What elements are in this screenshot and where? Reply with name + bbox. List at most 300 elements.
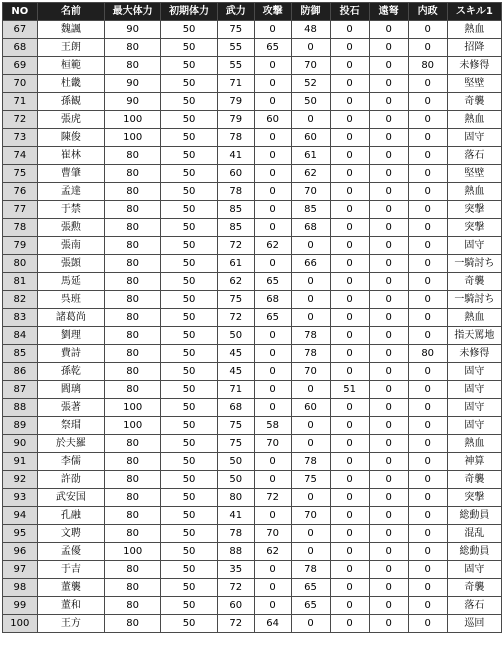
cell-no: 97 (3, 561, 38, 579)
cell-init-hp: 50 (161, 435, 217, 453)
cell-name: 董襲 (37, 579, 104, 597)
cell-politics: 0 (408, 615, 447, 633)
cell-skill1: 招降 (447, 39, 501, 57)
cell-init-hp: 50 (161, 237, 217, 255)
cell-force: 75 (217, 435, 254, 453)
cell-defense: 0 (291, 525, 330, 543)
cell-max-hp: 80 (104, 219, 160, 237)
cell-max-hp: 100 (104, 543, 160, 561)
cell-no: 93 (3, 489, 38, 507)
cell-crossbow: 0 (369, 453, 408, 471)
cell-politics: 0 (408, 381, 447, 399)
cell-max-hp: 80 (104, 255, 160, 273)
cell-stone: 0 (330, 345, 369, 363)
cell-name: 張南 (37, 237, 104, 255)
cell-init-hp: 50 (161, 579, 217, 597)
cell-name: 曹肇 (37, 165, 104, 183)
cell-no: 70 (3, 75, 38, 93)
cell-politics: 0 (408, 111, 447, 129)
cell-force: 45 (217, 345, 254, 363)
cell-politics: 0 (408, 183, 447, 201)
cell-name: 馬延 (37, 273, 104, 291)
cell-skill1: 総動員 (447, 507, 501, 525)
header-name: 名前 (37, 3, 104, 21)
cell-stone: 0 (330, 129, 369, 147)
cell-max-hp: 80 (104, 525, 160, 543)
table-row (3, 525, 502, 543)
cell-attack: 64 (254, 615, 291, 633)
cell-no: 83 (3, 309, 38, 327)
cell-politics: 0 (408, 453, 447, 471)
table-row (3, 57, 502, 75)
cell-defense: 78 (291, 327, 330, 345)
cell-force: 80 (217, 489, 254, 507)
cell-name: 許劭 (37, 471, 104, 489)
cell-init-hp: 50 (161, 21, 217, 39)
cell-stone: 0 (330, 309, 369, 327)
cell-politics: 0 (408, 237, 447, 255)
table-row (3, 291, 502, 309)
cell-politics: 0 (408, 561, 447, 579)
cell-defense: 78 (291, 453, 330, 471)
cell-init-hp: 50 (161, 93, 217, 111)
cell-init-hp: 50 (161, 507, 217, 525)
cell-politics: 0 (408, 129, 447, 147)
cell-attack: 0 (254, 93, 291, 111)
cell-force: 72 (217, 579, 254, 597)
cell-attack: 0 (254, 147, 291, 165)
cell-defense: 50 (291, 93, 330, 111)
cell-init-hp: 50 (161, 309, 217, 327)
cell-max-hp: 90 (104, 93, 160, 111)
cell-attack: 65 (254, 309, 291, 327)
cell-crossbow: 0 (369, 291, 408, 309)
cell-max-hp: 80 (104, 471, 160, 489)
cell-politics: 0 (408, 435, 447, 453)
table-row (3, 363, 502, 381)
cell-max-hp: 100 (104, 417, 160, 435)
cell-max-hp: 80 (104, 615, 160, 633)
cell-politics: 0 (408, 579, 447, 597)
cell-name: 祭瑁 (37, 417, 104, 435)
cell-skill1: 総動員 (447, 543, 501, 561)
cell-defense: 70 (291, 183, 330, 201)
cell-skill1: 奇襲 (447, 579, 501, 597)
cell-attack: 0 (254, 255, 291, 273)
cell-no: 81 (3, 273, 38, 291)
cell-name: 劉理 (37, 327, 104, 345)
cell-crossbow: 0 (369, 543, 408, 561)
table-row (3, 111, 502, 129)
cell-defense: 60 (291, 129, 330, 147)
cell-skill1: 熱血 (447, 309, 501, 327)
cell-politics: 0 (408, 255, 447, 273)
cell-politics: 0 (408, 399, 447, 417)
table-row (3, 597, 502, 615)
cell-defense: 0 (291, 111, 330, 129)
cell-attack: 70 (254, 435, 291, 453)
cell-max-hp: 80 (104, 309, 160, 327)
table-row (3, 273, 502, 291)
cell-skill1: 堅壁 (447, 75, 501, 93)
cell-skill1: 固守 (447, 381, 501, 399)
cell-skill1: 未修得 (447, 345, 501, 363)
cell-crossbow: 0 (369, 219, 408, 237)
cell-stone: 0 (330, 201, 369, 219)
cell-no: 94 (3, 507, 38, 525)
cell-crossbow: 0 (369, 237, 408, 255)
cell-attack: 65 (254, 39, 291, 57)
cell-max-hp: 80 (104, 489, 160, 507)
cell-crossbow: 0 (369, 417, 408, 435)
header-row (3, 3, 502, 21)
cell-crossbow: 0 (369, 165, 408, 183)
cell-politics: 0 (408, 93, 447, 111)
cell-max-hp: 80 (104, 39, 160, 57)
cell-no: 90 (3, 435, 38, 453)
cell-init-hp: 50 (161, 111, 217, 129)
cell-crossbow: 0 (369, 147, 408, 165)
cell-attack: 0 (254, 327, 291, 345)
cell-attack: 72 (254, 489, 291, 507)
cell-skill1: 固守 (447, 399, 501, 417)
cell-skill1: 未修得 (447, 57, 501, 75)
table-row (3, 453, 502, 471)
cell-force: 88 (217, 543, 254, 561)
cell-name: 孟達 (37, 183, 104, 201)
cell-no: 96 (3, 543, 38, 561)
cell-crossbow: 0 (369, 399, 408, 417)
cell-attack: 0 (254, 471, 291, 489)
cell-no: 79 (3, 237, 38, 255)
cell-stone: 0 (330, 435, 369, 453)
cell-defense: 0 (291, 435, 330, 453)
cell-no: 86 (3, 363, 38, 381)
cell-force: 55 (217, 39, 254, 57)
table-row (3, 579, 502, 597)
cell-force: 68 (217, 399, 254, 417)
cell-politics: 0 (408, 75, 447, 93)
cell-skill1: 固守 (447, 417, 501, 435)
table-row (3, 327, 502, 345)
cell-defense: 78 (291, 345, 330, 363)
cell-crossbow: 0 (369, 525, 408, 543)
header-crossbow: 遠弩 (369, 3, 408, 21)
cell-init-hp: 50 (161, 201, 217, 219)
cell-init-hp: 50 (161, 453, 217, 471)
cell-stone: 0 (330, 165, 369, 183)
cell-stone: 51 (330, 381, 369, 399)
cell-max-hp: 80 (104, 147, 160, 165)
cell-init-hp: 50 (161, 255, 217, 273)
cell-defense: 85 (291, 201, 330, 219)
cell-politics: 0 (408, 165, 447, 183)
cell-attack: 70 (254, 525, 291, 543)
cell-attack: 0 (254, 219, 291, 237)
cell-init-hp: 50 (161, 219, 217, 237)
cell-crossbow: 0 (369, 201, 408, 219)
cell-crossbow: 0 (369, 57, 408, 75)
cell-name: 杜畿 (37, 75, 104, 93)
cell-stone: 0 (330, 525, 369, 543)
cell-max-hp: 90 (104, 75, 160, 93)
cell-politics: 0 (408, 291, 447, 309)
cell-init-hp: 50 (161, 327, 217, 345)
cell-stone: 0 (330, 57, 369, 75)
cell-no: 73 (3, 129, 38, 147)
cell-force: 55 (217, 57, 254, 75)
cell-max-hp: 90 (104, 21, 160, 39)
cell-defense: 68 (291, 219, 330, 237)
cell-name: 武安国 (37, 489, 104, 507)
cell-attack: 0 (254, 453, 291, 471)
cell-crossbow: 0 (369, 129, 408, 147)
header-no: NO (3, 3, 38, 21)
cell-name: 崔林 (37, 147, 104, 165)
cell-no: 71 (3, 93, 38, 111)
cell-defense: 48 (291, 21, 330, 39)
cell-max-hp: 80 (104, 183, 160, 201)
cell-attack: 0 (254, 399, 291, 417)
cell-stone: 0 (330, 93, 369, 111)
cell-max-hp: 80 (104, 579, 160, 597)
cell-force: 71 (217, 381, 254, 399)
cell-crossbow: 0 (369, 435, 408, 453)
cell-no: 100 (3, 615, 38, 633)
cell-force: 35 (217, 561, 254, 579)
cell-max-hp: 80 (104, 165, 160, 183)
header-force: 武力 (217, 3, 254, 21)
cell-crossbow: 0 (369, 561, 408, 579)
cell-no: 76 (3, 183, 38, 201)
cell-defense: 62 (291, 165, 330, 183)
cell-init-hp: 50 (161, 561, 217, 579)
cell-stone: 0 (330, 471, 369, 489)
cell-crossbow: 0 (369, 489, 408, 507)
cell-init-hp: 50 (161, 399, 217, 417)
cell-force: 72 (217, 309, 254, 327)
cell-name: 桓範 (37, 57, 104, 75)
cell-stone: 0 (330, 453, 369, 471)
cell-stone: 0 (330, 291, 369, 309)
cell-skill1: 神算 (447, 453, 501, 471)
table-body (3, 21, 502, 633)
cell-init-hp: 50 (161, 345, 217, 363)
table-row (3, 471, 502, 489)
cell-defense: 61 (291, 147, 330, 165)
cell-init-hp: 50 (161, 75, 217, 93)
cell-skill1: 固守 (447, 237, 501, 255)
cell-skill1: 奇襲 (447, 471, 501, 489)
cell-defense: 78 (291, 561, 330, 579)
cell-name: 閻璃 (37, 381, 104, 399)
cell-defense: 0 (291, 615, 330, 633)
cell-init-hp: 50 (161, 273, 217, 291)
cell-name: 呉班 (37, 291, 104, 309)
table-row (3, 21, 502, 39)
cell-crossbow: 0 (369, 39, 408, 57)
cell-skill1: 奇襲 (447, 93, 501, 111)
cell-max-hp: 80 (104, 327, 160, 345)
cell-politics: 0 (408, 39, 447, 57)
cell-name: 諸葛尚 (37, 309, 104, 327)
cell-crossbow: 0 (369, 345, 408, 363)
cell-max-hp: 80 (104, 57, 160, 75)
cell-name: 孟優 (37, 543, 104, 561)
cell-stone: 0 (330, 543, 369, 561)
cell-no: 87 (3, 381, 38, 399)
cell-politics: 0 (408, 219, 447, 237)
header-init-hp: 初期体力 (161, 3, 217, 21)
header-skill1: スキル1 (447, 3, 501, 21)
cell-max-hp: 100 (104, 111, 160, 129)
cell-stone: 0 (330, 507, 369, 525)
cell-crossbow: 0 (369, 21, 408, 39)
cell-no: 89 (3, 417, 38, 435)
cell-skill1: 熱血 (447, 111, 501, 129)
cell-defense: 60 (291, 399, 330, 417)
cell-attack: 0 (254, 345, 291, 363)
cell-force: 60 (217, 165, 254, 183)
table-row (3, 309, 502, 327)
cell-stone: 0 (330, 111, 369, 129)
cell-force: 41 (217, 147, 254, 165)
cell-stone: 0 (330, 219, 369, 237)
cell-defense: 70 (291, 507, 330, 525)
cell-force: 79 (217, 111, 254, 129)
stats-table (2, 2, 502, 633)
cell-defense: 0 (291, 273, 330, 291)
cell-name: 費詩 (37, 345, 104, 363)
cell-init-hp: 50 (161, 165, 217, 183)
cell-no: 88 (3, 399, 38, 417)
cell-stone: 0 (330, 561, 369, 579)
cell-attack: 0 (254, 507, 291, 525)
cell-skill1: 一騎討ち (447, 291, 501, 309)
cell-stone: 0 (330, 147, 369, 165)
cell-attack: 65 (254, 273, 291, 291)
cell-defense: 70 (291, 57, 330, 75)
cell-max-hp: 80 (104, 237, 160, 255)
cell-politics: 0 (408, 327, 447, 345)
cell-politics: 0 (408, 507, 447, 525)
cell-name: 於夫羅 (37, 435, 104, 453)
cell-politics: 0 (408, 489, 447, 507)
cell-skill1: 突撃 (447, 489, 501, 507)
cell-force: 62 (217, 273, 254, 291)
table-row (3, 93, 502, 111)
header-politics: 内政 (408, 3, 447, 21)
cell-stone: 0 (330, 399, 369, 417)
cell-init-hp: 50 (161, 471, 217, 489)
cell-defense: 0 (291, 39, 330, 57)
table-row (3, 615, 502, 633)
table-row (3, 417, 502, 435)
cell-name: 孔融 (37, 507, 104, 525)
cell-stone: 0 (330, 273, 369, 291)
cell-force: 85 (217, 201, 254, 219)
table-row (3, 345, 502, 363)
cell-skill1: 堅壁 (447, 165, 501, 183)
cell-skill1: 熱血 (447, 21, 501, 39)
cell-force: 72 (217, 615, 254, 633)
cell-force: 50 (217, 471, 254, 489)
cell-name: 王方 (37, 615, 104, 633)
cell-politics: 0 (408, 543, 447, 561)
cell-skill1: 熱血 (447, 183, 501, 201)
cell-attack: 0 (254, 579, 291, 597)
cell-defense: 75 (291, 471, 330, 489)
cell-attack: 0 (254, 183, 291, 201)
cell-attack: 0 (254, 165, 291, 183)
cell-name: 張顗 (37, 255, 104, 273)
table-row (3, 183, 502, 201)
cell-crossbow: 0 (369, 327, 408, 345)
cell-force: 85 (217, 219, 254, 237)
cell-attack: 68 (254, 291, 291, 309)
cell-stone: 0 (330, 75, 369, 93)
cell-no: 67 (3, 21, 38, 39)
cell-max-hp: 80 (104, 363, 160, 381)
cell-name: 王朗 (37, 39, 104, 57)
table-row (3, 165, 502, 183)
cell-skill1: 固守 (447, 129, 501, 147)
cell-no: 95 (3, 525, 38, 543)
cell-name: 張勲 (37, 219, 104, 237)
cell-attack: 0 (254, 129, 291, 147)
cell-crossbow: 0 (369, 309, 408, 327)
cell-no: 91 (3, 453, 38, 471)
cell-init-hp: 50 (161, 381, 217, 399)
cell-force: 72 (217, 237, 254, 255)
cell-force: 75 (217, 21, 254, 39)
cell-name: 于禁 (37, 201, 104, 219)
cell-init-hp: 50 (161, 615, 217, 633)
table-row (3, 543, 502, 561)
cell-init-hp: 50 (161, 183, 217, 201)
cell-defense: 52 (291, 75, 330, 93)
cell-politics: 0 (408, 471, 447, 489)
cell-attack: 0 (254, 561, 291, 579)
cell-name: 李儒 (37, 453, 104, 471)
cell-max-hp: 80 (104, 453, 160, 471)
cell-init-hp: 50 (161, 489, 217, 507)
cell-no: 99 (3, 597, 38, 615)
cell-max-hp: 80 (104, 507, 160, 525)
header-defense: 防御 (291, 3, 330, 21)
cell-skill1: 巡回 (447, 615, 501, 633)
cell-force: 71 (217, 75, 254, 93)
cell-stone: 0 (330, 183, 369, 201)
cell-attack: 62 (254, 543, 291, 561)
cell-stone: 0 (330, 597, 369, 615)
cell-politics: 80 (408, 345, 447, 363)
cell-no: 78 (3, 219, 38, 237)
cell-politics: 0 (408, 309, 447, 327)
cell-force: 50 (217, 453, 254, 471)
cell-defense: 66 (291, 255, 330, 273)
table-row (3, 255, 502, 273)
cell-stone: 0 (330, 417, 369, 435)
cell-crossbow: 0 (369, 507, 408, 525)
cell-init-hp: 50 (161, 147, 217, 165)
cell-force: 79 (217, 93, 254, 111)
cell-init-hp: 50 (161, 417, 217, 435)
cell-crossbow: 0 (369, 273, 408, 291)
cell-force: 75 (217, 291, 254, 309)
cell-max-hp: 80 (104, 345, 160, 363)
cell-init-hp: 50 (161, 597, 217, 615)
